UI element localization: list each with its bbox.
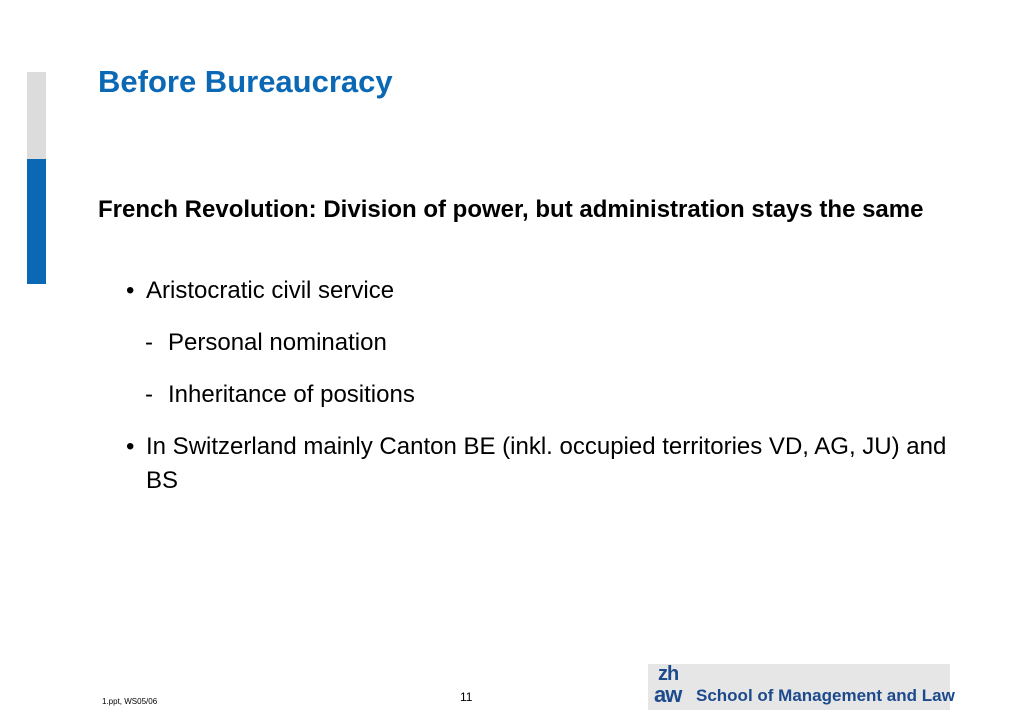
school-logo [648,663,955,710]
logo-mark-bottom: aw [654,682,682,707]
bullet-marker: • [126,277,135,304]
zhaw-logo-mark [652,664,692,710]
accent-bar-blue [27,159,46,284]
sub-bullet-item [98,326,978,360]
bullet-text: In Switzerland mainly Canton BE (inkl. occupied territories VD, AG, JU) and BS [146,433,947,494]
bullet-list [98,274,978,498]
bullet-item [98,430,978,498]
slide-title: Before Bureaucracy [98,64,393,99]
bullet-text: Aristocratic civil service [146,277,395,304]
bullet-item [98,274,978,308]
sub-bullet-text: Personal nomination [168,329,387,356]
bullet-marker: • [126,433,135,460]
accent-bar-gray [27,72,46,159]
sub-bullet-item [98,378,978,412]
school-name: School of Management and Law [696,686,955,705]
footer-file-label: 1.ppt, WS05/06 [102,697,158,706]
dash-marker: - [145,329,153,356]
dash-marker: - [145,381,153,408]
page-number: 11 [460,690,473,704]
slide-subheading: French Revolution: Division of power, but administration stays the same [98,196,924,223]
sub-bullet-text: Inheritance of positions [168,381,415,408]
logo-mark-top: zh [658,663,679,685]
